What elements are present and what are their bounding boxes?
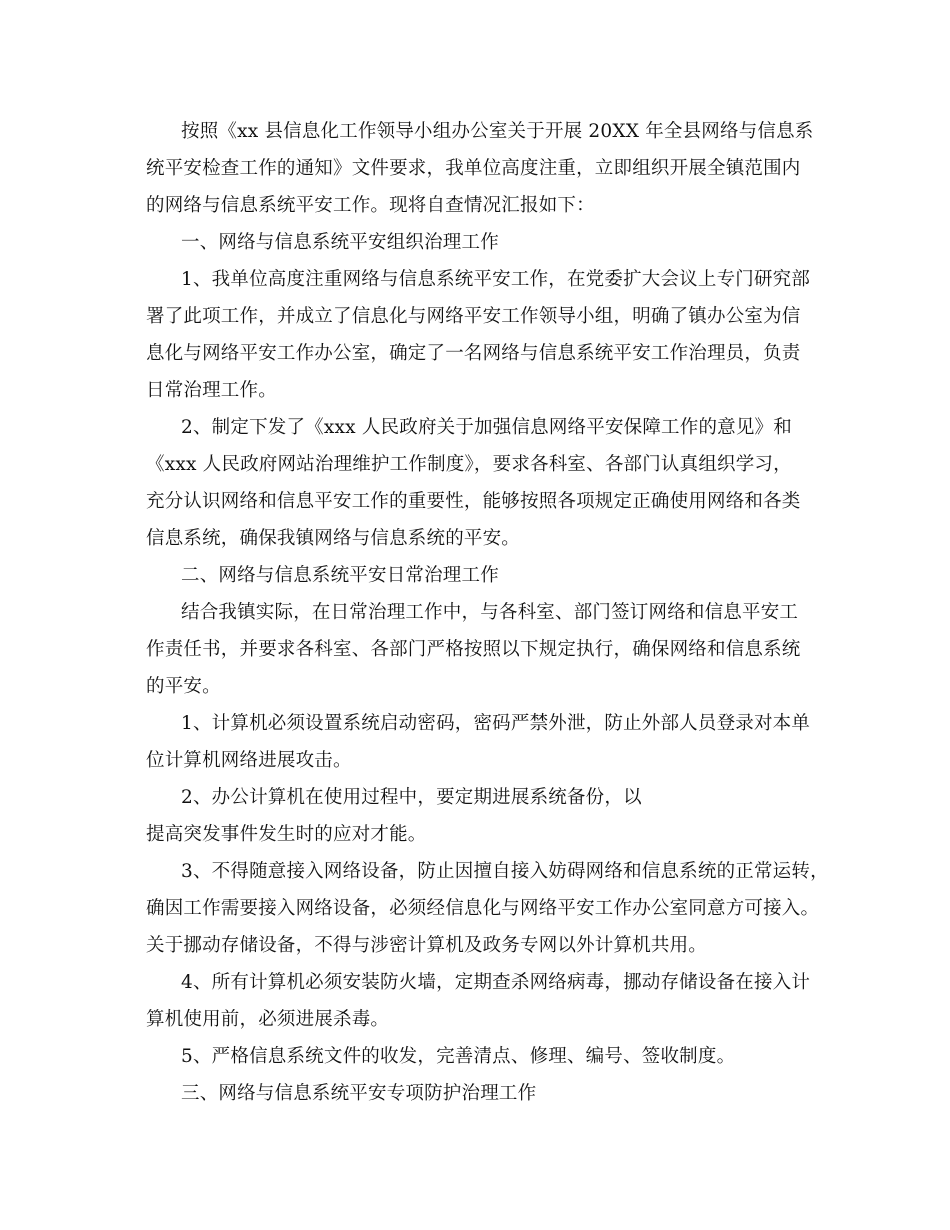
paragraph-line: 的平安。: [146, 676, 221, 697]
paragraph-line: 作责任书，并要求各科室、各部门严格按照以下规定执行，确保网络和信息系统: [146, 639, 801, 660]
section-heading: 三、网络与信息系统平安专项防护治理工作: [181, 1083, 537, 1104]
paragraph-line: 2、办公计算机在使用过程中，要定期进展系统备份，以: [181, 787, 642, 808]
paragraph-line: 提高突发事件发生时的应对才能。: [146, 824, 427, 845]
paragraph-line: 结合我镇实际，在日常治理工作中，与各科室、部门签订网络和信息平安工: [181, 602, 799, 623]
paragraph-line: 4、所有计算机必须安装防火墙，定期查杀网络病毒，挪动存储设备在接入计: [181, 972, 811, 993]
paragraph-line: 署了此项工作，并成立了信息化与网络平安工作领导小组，明确了镇办公室为信: [146, 306, 801, 327]
paragraph-line: 确因工作需要接入网络设备，必须经信息化与网络平安工作办公室同意方可接入。: [146, 898, 820, 919]
paragraph-line: 充分认识网络和信息平安工作的重要性，能够按照各项规定正确使用网络和各类: [146, 491, 801, 512]
paragraph-line: 算机使用前，必须进展杀毒。: [146, 1009, 390, 1030]
paragraph-line: 1、我单位高度注重网络与信息系统平安工作，在党委扩大会议上专门研究部: [181, 269, 811, 290]
paragraph-line: 统平安检查工作的通知》文件要求，我单位高度注重，立即组织开展全镇范围内: [146, 158, 801, 179]
paragraph-line: 的网络与信息系统平安工作。现将自查情况汇报如下：: [146, 195, 595, 216]
paragraph-line: 关于挪动存储设备，不得与涉密计算机及政务专网以外计算机共用。: [146, 935, 708, 956]
paragraph-line: 1、计算机必须设置系统启动密码，密码严禁外泄，防止外部人员登录对本单: [181, 713, 811, 734]
paragraph-line: 3、不得随意接入网络设备，防止因擅自接入妨碍网络和信息系统的正常运转，: [181, 861, 829, 882]
section-heading: 二、网络与信息系统平安日常治理工作: [181, 565, 499, 586]
section-heading: 一、网络与信息系统平安组织治理工作: [181, 232, 499, 253]
paragraph-line: 按照《xx 县信息化工作领导小组办公室关于开展 20XX 年全县网络与信息系: [181, 121, 814, 142]
paragraph-line: 2、制定下发了《xxx 人民政府关于加强信息网络平安保障工作的意见》和: [181, 417, 792, 438]
paragraph-line: 息化与网络平安工作办公室，确定了一名网络与信息系统平安工作治理员，负责: [146, 343, 801, 364]
paragraph-line: 5、严格信息系统文件的收发，完善清点、修理、编号、签收制度。: [181, 1046, 736, 1067]
paragraph-line: 信息系统，确保我镇网络与信息系统的平安。: [146, 528, 521, 549]
paragraph-line: 日常治理工作。: [146, 380, 277, 401]
paragraph-line: 位计算机网络进展攻击。: [146, 750, 352, 771]
paragraph-line: 《xxx 人民政府网站治理维护工作制度》，要求各科室、各部门认真组织学习，: [146, 454, 792, 475]
